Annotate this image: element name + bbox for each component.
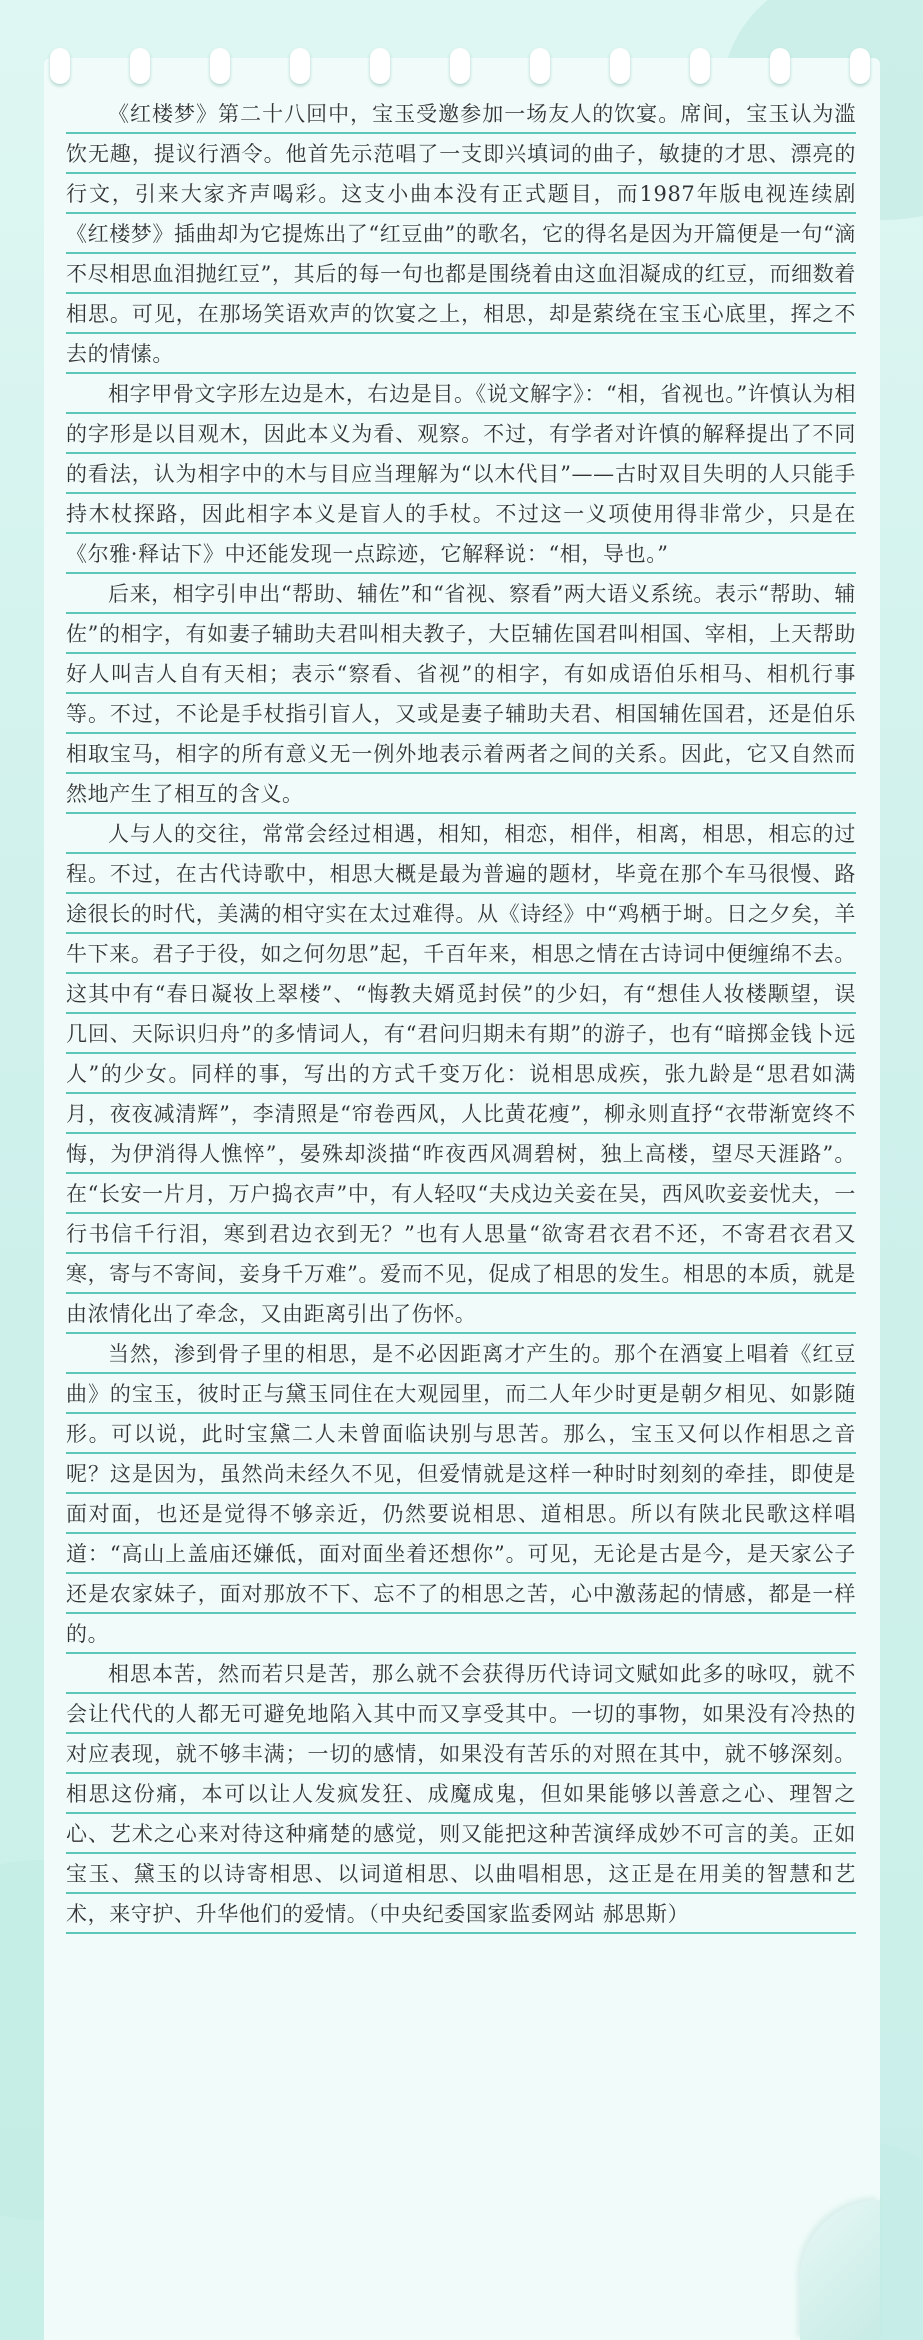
article-body [66, 94, 856, 1934]
binder-hole [770, 48, 790, 84]
binder-hole [690, 48, 710, 84]
binder-hole [370, 48, 390, 84]
paragraph: 相思本苦，然而若只是苦，那么就不会获得历代诗词文赋如此多的咏叹，就不会让代代的人都无可避免地陷入其中而又享受其中。一切的事物，如果没有冷热的对应表现，就不够丰满；一切的感情，如果没有苦乐的对照在其中，就不够深刻。相思这份痛，本可以让人发疯发狂、成魔成鬼，但如果能够以善意之心、理智之心、艺术之心来对待这种痛楚的感觉，则又能把这种苦演绎成妙不可言的美。正如宝玉、黛玉的以诗寄相思、以词道相思、以曲唱相思，这正是在用美的智慧和艺术，来守护、升华他们的爱情。（中央纪委国家监委网站 郝思斯） [66, 1654, 856, 1934]
binder-hole [530, 48, 550, 84]
paragraph: 人与人的交往，常常会经过相遇，相知，相恋，相伴，相离，相思，相忘的过程。不过，在古代诗歌中，相思大概是最为普遍的题材，毕竟在那个车马很慢、路途很长的时代，美满的相守实在太过难得。从《诗经》中“鸡栖于埘。日之夕矣，羊牛下来。君子于役，如之何勿思”起，千百年来，相思之情在古诗词中便缠绵不去。这其中有“春日凝妆上翠楼”、“悔教夫婿觅封侯”的少妇，有“想佳人妆楼颙望，误几回、天际识归舟”的多情词人，有“君问归期未有期”的游子，也有“暗掷金钱卜远人”的少女。同样的事，写出的方式千变万化：说相思成疾，张九龄是“思君如满月，夜夜减清辉”，李清照是“帘卷西风，人比黄花瘦”，柳永则直抒“衣带渐宽终不悔，为伊消得人憔悴”，晏殊却淡描“昨夜西风凋碧树，独上高楼，望尽天涯路”。在“长安一片月，万户捣衣声”中，有人轻叹“夫戍边关妾在吴，西风吹妾妾忧夫，一行书信千行泪，寒到君边衣到无？”也有人思量“欲寄君衣君不还，不寄君衣君又寒，寄与不寄间，妾身千万难”。爱而不见，促成了相思的发生。相思的本质，就是由浓情化出了牵念，又由距离引出了伤怀。 [66, 814, 856, 1334]
paragraph: 《红楼梦》第二十八回中，宝玉受邀参加一场友人的饮宴。席间，宝玉认为滥饮无趣，提议行酒令。他首先示范唱了一支即兴填词的曲子，敏捷的才思、漂亮的行文，引来大家齐声喝彩。这支小曲本没有正式题目，而1987年版电视连续剧《红楼梦》插曲却为它提炼出了“红豆曲”的歌名，它的得名是因为开篇便是一句“滴不尽相思血泪抛红豆”，其后的每一句也都是围绕着由这血泪凝成的红豆，而细数着相思。可见，在那场笑语欢声的饮宴之上，相思，却是萦绕在宝玉心底里，挥之不去的情愫。 [66, 94, 856, 374]
binder-hole [290, 48, 310, 84]
binder-hole [850, 48, 870, 84]
binder-holes [44, 48, 880, 88]
binder-hole [50, 48, 70, 84]
binder-hole [210, 48, 230, 84]
paragraph: 后来，相字引申出“帮助、辅佐”和“省视、察看”两大语义系统。表示“帮助、辅佐”的相字，有如妻子辅助夫君叫相夫教子，大臣辅佐国君叫相国、宰相，上天帮助好人叫吉人自有天相；表示“察看、省视”的相字，有如成语伯乐相马、相机行事等。不过，不论是手杖指引盲人，又或是妻子辅助夫君、相国辅佐国君，还是伯乐相取宝马，相字的所有意义无一例外地表示着两者之间的关系。因此，它又自然而然地产生了相互的含义。 [66, 574, 856, 814]
binder-hole [610, 48, 630, 84]
binder-hole [130, 48, 150, 84]
binder-hole [450, 48, 470, 84]
paragraph: 当然，渗到骨子里的相思，是不必因距离才产生的。那个在酒宴上唱着《红豆曲》的宝玉，彼时正与黛玉同住在大观园里，而二人年少时更是朝夕相见、如影随形。可以说，此时宝黛二人未曾面临诀别与思苦。那么，宝玉又何以作相思之音呢？这是因为，虽然尚未经久不见，但爱情就是这样一种时时刻刻的牵挂，即使是面对面，也还是觉得不够亲近，仍然要说相思、道相思。所以有陕北民歌这样唱道：“高山上盖庙还嫌低，面对面坐着还想你”。可见，无论是古是今，是天家公子还是农家妹子，面对那放不下、忘不了的相思之苦，心中激荡起的情感，都是一样的。 [66, 1334, 856, 1654]
paragraph: 相字甲骨文字形左边是木，右边是目。《说文解字》：“相，省视也。”许慎认为相的字形是以目观木，因此本义为看、观察。不过，有学者对许慎的解释提出了不同的看法，认为相字中的木与目应当理解为“以木代目”——古时双目失明的人只能手持木杖探路，因此相字本义是盲人的手杖。不过这一义项使用得非常少，只是在《尔雅·释诂下》中还能发现一点踪迹，它解释说：“相，导也。” [66, 374, 856, 574]
